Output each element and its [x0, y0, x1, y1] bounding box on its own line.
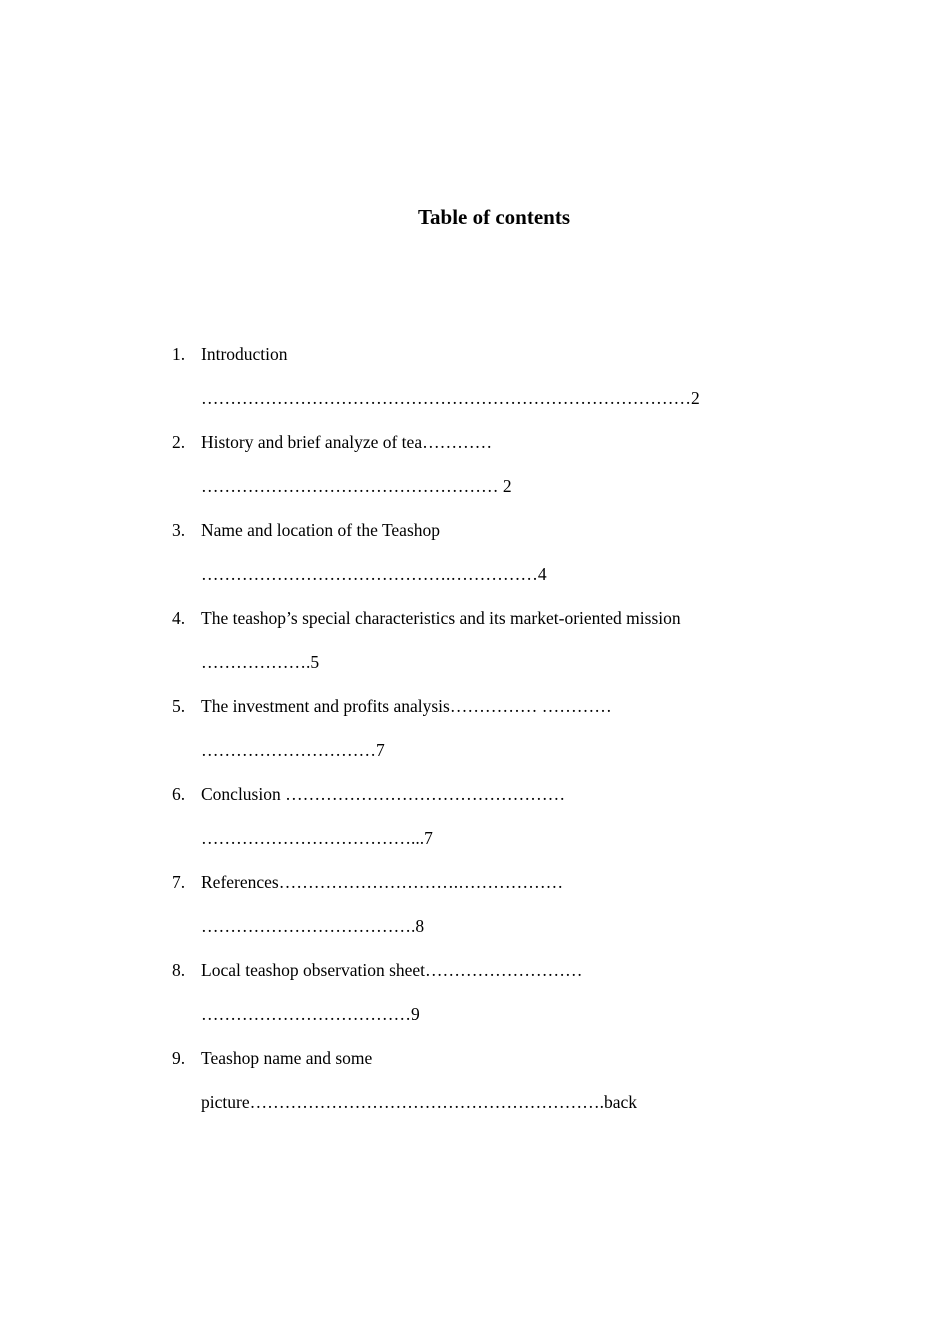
toc-entry-name-location [172, 518, 792, 586]
toc-entry-title: Name and location of the Teashop [201, 520, 441, 540]
toc-entry-number: 2. [172, 432, 186, 452]
toc-entry-introduction [172, 342, 792, 410]
toc-entry-number: 9. [172, 1048, 186, 1068]
toc-entry-investment [172, 694, 792, 762]
toc-entry-number: 4. [172, 608, 186, 628]
toc-entry-number: 5. [172, 696, 186, 716]
toc-entry-leader: …………………………………….……………4 [201, 564, 547, 584]
toc-entry-title: References………………………….……………… [201, 872, 564, 892]
toc-entry-leader: ……………………………….8 [201, 916, 425, 936]
toc-entry-leader: ………………………………9 [201, 1004, 420, 1024]
page-title: Table of contents [417, 205, 571, 229]
toc-entry-title: History and brief analyze of tea………… [201, 432, 493, 452]
toc-entry-number: 3. [172, 520, 186, 540]
toc-entry-number: 1. [172, 344, 186, 364]
toc-entry-title: The teashop’s special characteristics and its market-oriented mission [201, 608, 681, 628]
toc-entry-leader: picture…………………………………………………….back [201, 1092, 637, 1112]
toc-entry-title: Local teashop observation sheet……………………… [201, 960, 583, 980]
toc-entry-number: 8. [172, 960, 186, 980]
toc-entry-leader: …………………………7 [201, 740, 385, 760]
toc-entry-number: 6. [172, 784, 186, 804]
toc-entry-title: Introduction [201, 344, 288, 364]
toc-entry-leader: ……………….5 [201, 652, 320, 672]
toc-entry-number: 7. [172, 872, 186, 892]
toc-entry-characteristics [172, 606, 792, 674]
toc-entry-title: Teashop name and some [201, 1048, 373, 1068]
toc-entry-leader: …………………………………………… 2 [201, 476, 512, 496]
toc-entry-teashop-pictures [172, 1046, 792, 1114]
toc-entry-title: Conclusion ………………………………………… [201, 784, 566, 804]
toc-entry-leader: ………………………………...7 [201, 828, 433, 848]
toc-entry-conclusion [172, 782, 792, 850]
toc-entry-observation-sheet [172, 958, 792, 1026]
toc-list [172, 342, 792, 1134]
toc-entry-title: The investment and profits analysis…………… ………… [201, 696, 612, 716]
toc-entry-leader: …………………………………………………………………………2 [201, 388, 700, 408]
toc-entry-references [172, 870, 792, 938]
toc-entry-history [172, 430, 792, 498]
